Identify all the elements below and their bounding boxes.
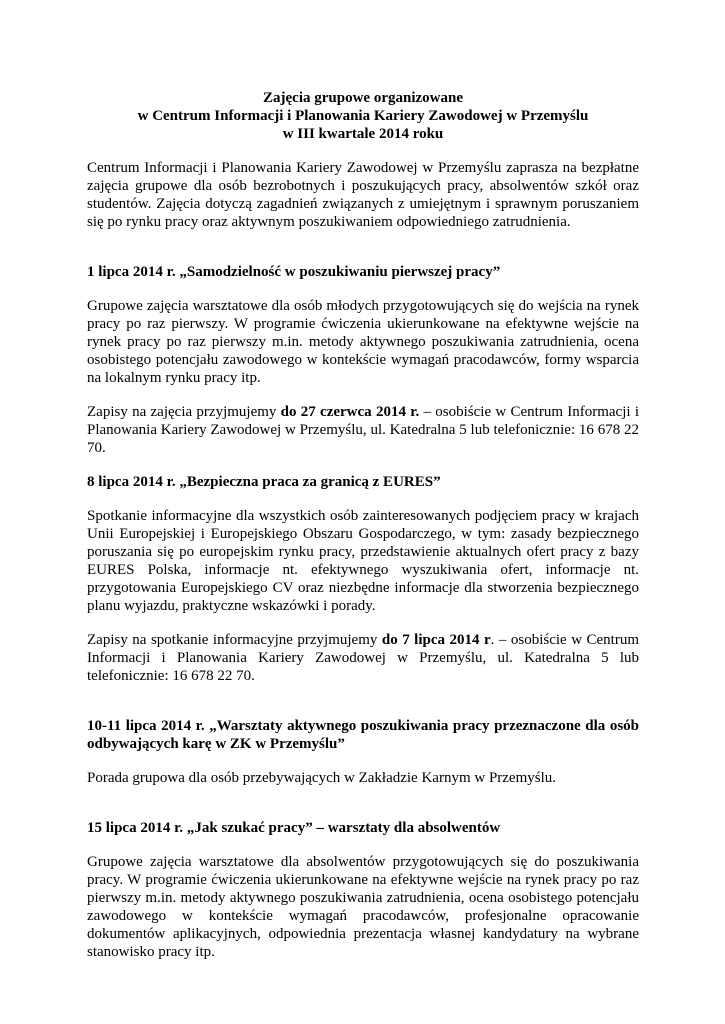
event-2-signup bbox=[87, 631, 639, 685]
document-page bbox=[87, 89, 639, 961]
event-2-signup-date: do 7 lipca 2014 r bbox=[381, 632, 491, 648]
title-line-2: w Centrum Informacji i Planowania Kariery Zawodowej w Przemyślu bbox=[137, 108, 589, 124]
event-1-description: Grupowe zajęcia warsztatowe dla osób młodych przygotowujących się do wejścia na rynek pracy po raz pierwszy. W programie ćwiczenia ukierunkowane na efektywne wejście na rynek pracy po raz pierwszy m.in. metody aktywnego poszukiwania zatrudnienia, ocena osobistego potencjału zawodowego w kontekście wymagań pracodawców, formy wsparcia na lokalnym rynku pracy itp. bbox=[87, 298, 639, 386]
event-2-description: Spotkanie informacyjne dla wszystkich osób zainteresowanych podjęciem pracy w krajach Unii Europejskiej i Europejskiego Obszaru Gospodarczego, w tym: zasady bezpiecznego poruszania się po europejskim rynku pracy, przedstawienie aktualnych ofert pracy z bazy EURES Polska, informacje nt. efektywnego wyszukiwania ofert, informacje nt. przygotowania Europejskiego CV oraz niezbędne informacje dla stworzenia bezpiecznego planu wyjazdu, praktyczne wskazówki i porady. bbox=[87, 508, 639, 614]
event-4-description: Grupowe zajęcia warsztatowe dla absolwentów przygotowujących się do poszukiwania pracy. W programie ćwiczenia ukierunkowane na efektywne wejście na rynek pracy po raz pierwszy m.in. metody aktywnego poszukiwania zatrudnienia, ocena osobistego potencjału zawodowego w kontekście wymagań pracodawców, profesjonalne opracowanie dokumentów aplikacyjnych, odpowiednia prezentacja własnej kandydatury na wybrane stanowisko pracy itp. bbox=[87, 854, 639, 960]
event-1-signup-text: Zapisy na zajęcia przyjmujemy bbox=[87, 404, 281, 420]
event-1-signup bbox=[87, 403, 639, 457]
event-1-signup-details: – osobiście w Centrum Informacji i Planowania Kariery Zawodowej w Przemyślu, ul. Katedralna 5 lub telefonicznie: 16 678 22 70. bbox=[87, 404, 639, 456]
event-3-heading: 10-11 lipca 2014 r. „Warsztaty aktywnego poszukiwania pracy przeznaczone dla osób odbywających karę w ZK w Przemyślu” bbox=[87, 718, 639, 752]
event-4-heading: 15 lipca 2014 r. „Jak szukać pracy” – warsztaty dla absolwentów bbox=[87, 820, 501, 836]
title-line-3: w III kwartale 2014 roku bbox=[282, 126, 444, 142]
title-line-1: Zajęcia grupowe organizowane bbox=[263, 90, 463, 106]
event-2-signup-details: . – osobiście w Centrum Informacji i Planowania Kariery Zawodowej w Przemyślu, ul. Katedralna 5 lub telefonicznie: 16 678 22 70. bbox=[87, 632, 640, 684]
event-1-signup-date: do 27 czerwca 2014 r. bbox=[280, 404, 420, 420]
document-title bbox=[87, 89, 639, 143]
event-1-heading: 1 lipca 2014 r. „Samodzielność w poszukiwaniu pierwszej pracy” bbox=[87, 264, 501, 280]
event-2-heading: 8 lipca 2014 r. „Bezpieczna praca za granicą z EURES” bbox=[87, 474, 441, 490]
event-3-description: Porada grupowa dla osób przebywających w Zakładzie Karnym w Przemyślu. bbox=[87, 770, 557, 786]
event-2-signup-text: Zapisy na spotkanie informacyjne przyjmujemy bbox=[87, 632, 382, 648]
intro-paragraph: Centrum Informacji i Planowania Kariery Zawodowej w Przemyślu zaprasza na bezpłatne zajęcia grupowe dla osób bezrobotnych i poszukujących pracy, absolwentów szkół oraz studentów. Zajęcia dotyczą zagadnień związanych z umiejętnym i sprawnym poruszaniem się po rynku pracy oraz aktywnym poszukiwaniem odpowiedniego zatrudnienia. bbox=[87, 160, 639, 230]
